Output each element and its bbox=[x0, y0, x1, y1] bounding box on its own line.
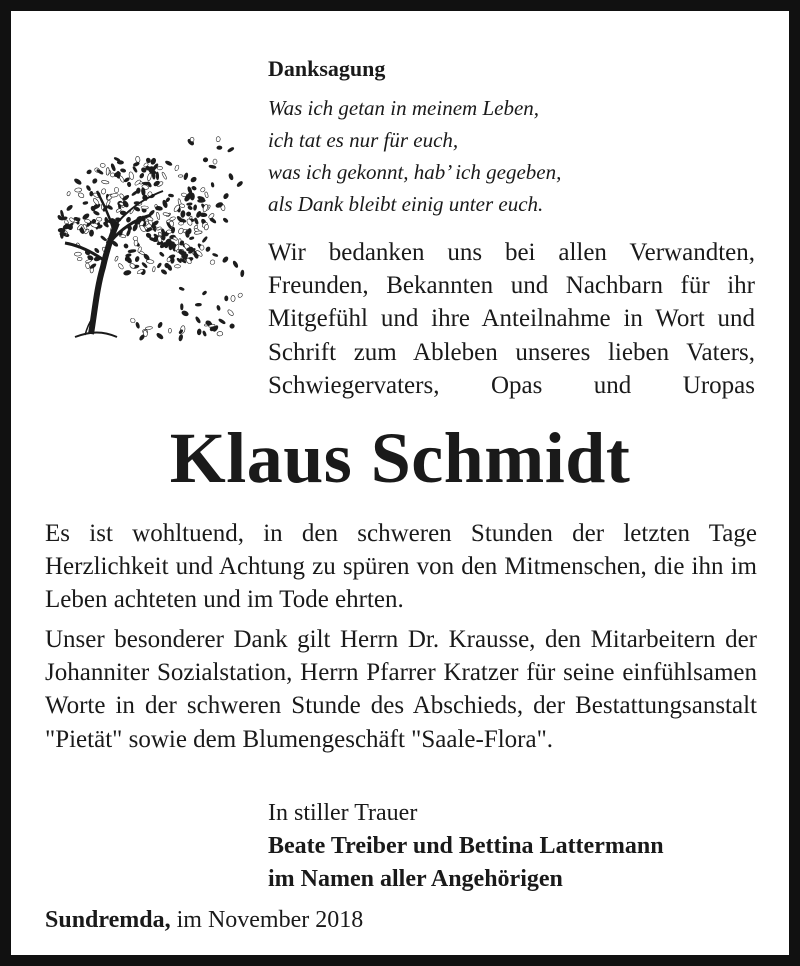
leaf bbox=[229, 323, 235, 329]
leaf bbox=[145, 326, 152, 329]
leaf bbox=[86, 169, 92, 175]
leaf bbox=[178, 334, 183, 341]
leaf bbox=[190, 137, 194, 142]
leaf bbox=[159, 252, 165, 257]
leaf bbox=[217, 146, 222, 150]
leaf bbox=[77, 257, 82, 261]
leaf bbox=[205, 246, 211, 252]
leaf bbox=[189, 236, 194, 240]
leaf bbox=[123, 243, 129, 249]
leaf bbox=[180, 210, 185, 217]
leaf bbox=[157, 262, 162, 268]
date: im November 2018 bbox=[176, 907, 364, 933]
leaf bbox=[188, 228, 192, 234]
leaf bbox=[132, 166, 137, 173]
poem-line: Was ich getan in meinem Leben, bbox=[268, 96, 540, 120]
leaf bbox=[60, 233, 67, 236]
leaf bbox=[216, 136, 221, 141]
leaf bbox=[208, 213, 215, 220]
leaf bbox=[83, 201, 88, 205]
leaf bbox=[227, 309, 235, 317]
leaf bbox=[106, 168, 109, 176]
leaf bbox=[200, 245, 205, 251]
leaf bbox=[178, 175, 183, 178]
signature-behalf: im Namen aller Angehörigen bbox=[268, 866, 563, 892]
leaf bbox=[191, 186, 197, 191]
leaf bbox=[89, 230, 94, 237]
leaf bbox=[190, 176, 197, 183]
leaf bbox=[209, 165, 217, 169]
leaf bbox=[216, 305, 220, 311]
leaf bbox=[141, 206, 148, 209]
leaf bbox=[174, 165, 179, 172]
poem-line: ich tat es nur für euch, bbox=[268, 128, 459, 152]
leaf bbox=[77, 192, 84, 199]
leaf bbox=[228, 173, 234, 180]
leaf bbox=[156, 226, 162, 230]
leaf bbox=[217, 331, 223, 336]
leaf bbox=[163, 212, 170, 216]
leaf bbox=[174, 265, 180, 268]
leaf bbox=[123, 270, 131, 276]
leaf bbox=[126, 217, 131, 223]
leaf bbox=[74, 178, 83, 186]
thanks-paragraph: Wir bedanken uns bei allen Verwandten, Freunden, Bekannten und Nachbarn für ihr Mitgefühl und ihre Anteilnahme in Wort und Schrift zum Ableben unseres lieben Vaters, Schwiegervaters, Opas und Uropas bbox=[268, 239, 755, 399]
leaf bbox=[223, 193, 230, 200]
leaf bbox=[197, 329, 201, 335]
leaf bbox=[117, 263, 124, 270]
leaf bbox=[139, 173, 145, 179]
signature-intro: In stiller Trauer bbox=[268, 800, 418, 826]
paragraph-special-thanks: Unser besonderer Dank gilt Herrn Dr. Krausse, den Mitarbeitern der Johanniter Sozialstation, Herrn Pfarrer Kratzer für seine einfühlsamen Worte in der schweren Stunde des Abschieds, der Bestattungsanstalt "Pietät" sowie dem Blumengeschäft "Saale-Flora". bbox=[45, 626, 757, 753]
place-date bbox=[45, 905, 363, 935]
poem bbox=[268, 92, 788, 220]
leaf bbox=[101, 180, 109, 184]
leaf bbox=[183, 172, 188, 180]
leaf bbox=[135, 256, 140, 262]
leaf bbox=[114, 256, 118, 262]
poem-line: was ich gekonnt, hab’ ich gegeben, bbox=[268, 160, 562, 184]
leaf bbox=[222, 256, 229, 263]
leaf bbox=[94, 248, 100, 254]
leaf bbox=[173, 236, 178, 240]
leaf bbox=[152, 266, 155, 272]
leaf bbox=[110, 163, 116, 171]
leaf bbox=[135, 322, 140, 329]
place: Sundremda, bbox=[45, 907, 171, 933]
leaf bbox=[101, 188, 107, 194]
leaf bbox=[179, 287, 185, 291]
leaf bbox=[157, 322, 163, 329]
leaf bbox=[147, 173, 152, 181]
leaf bbox=[199, 213, 207, 217]
leaf bbox=[156, 172, 159, 180]
leaf bbox=[66, 204, 73, 211]
leaf bbox=[181, 310, 189, 317]
leaf bbox=[212, 253, 218, 257]
leaf bbox=[100, 163, 105, 167]
deceased-name: Klaus Schmidt bbox=[169, 418, 631, 498]
leaf bbox=[195, 316, 201, 324]
signature-block bbox=[268, 797, 778, 896]
leaf bbox=[193, 204, 197, 210]
leaf bbox=[126, 229, 131, 236]
leaf bbox=[92, 197, 100, 205]
leaf bbox=[128, 249, 136, 253]
leaf bbox=[186, 203, 192, 206]
leaf bbox=[237, 292, 243, 298]
leaf bbox=[218, 318, 226, 324]
heading: Danksagung bbox=[268, 56, 386, 81]
signature-names: Beate Treiber und Bettina Lattermann bbox=[268, 833, 664, 859]
leaf bbox=[119, 175, 125, 183]
leaf bbox=[75, 188, 82, 193]
leaf bbox=[90, 191, 93, 196]
leaf bbox=[225, 296, 228, 301]
leaf bbox=[96, 217, 102, 222]
leaf bbox=[156, 212, 160, 220]
leaf bbox=[200, 187, 206, 193]
leaf bbox=[213, 159, 217, 164]
poem-line: als Dank bleibt einig unter euch. bbox=[268, 192, 544, 216]
leaf bbox=[223, 217, 229, 223]
leaf bbox=[93, 210, 100, 215]
leaf bbox=[92, 178, 98, 184]
leaf bbox=[232, 260, 239, 268]
leaf bbox=[161, 172, 167, 180]
leaf bbox=[194, 218, 199, 225]
leaf bbox=[236, 181, 243, 188]
leaf bbox=[132, 223, 138, 231]
windblown-tree-icon bbox=[51, 119, 251, 349]
leaf bbox=[197, 199, 205, 203]
leaf bbox=[211, 182, 214, 187]
leaf bbox=[134, 179, 141, 186]
leaf bbox=[195, 303, 201, 306]
leaf bbox=[66, 191, 70, 196]
leaf bbox=[133, 236, 138, 240]
leaf bbox=[180, 304, 183, 310]
leaf bbox=[150, 157, 157, 165]
leaf bbox=[127, 182, 131, 187]
leaf bbox=[165, 160, 173, 166]
leaf bbox=[146, 259, 154, 264]
leaf bbox=[100, 235, 107, 241]
leaf bbox=[187, 205, 193, 210]
leaf bbox=[146, 157, 152, 163]
leaf bbox=[85, 263, 90, 270]
leaf bbox=[227, 147, 234, 153]
leaf bbox=[169, 216, 176, 221]
leaf bbox=[168, 328, 171, 333]
leaf bbox=[114, 187, 119, 193]
leaf bbox=[168, 194, 174, 198]
leaf bbox=[202, 236, 208, 243]
leaf bbox=[161, 233, 165, 240]
leaf bbox=[209, 259, 215, 266]
leaf bbox=[202, 331, 207, 337]
leaf bbox=[240, 270, 244, 277]
leaf bbox=[120, 168, 126, 172]
leaf bbox=[157, 166, 162, 170]
leaf bbox=[86, 185, 92, 191]
paragraph-kindness: Es ist wohltuend, in den schweren Stunden der letzten Tage Herzlichkeit und Achtung zu spüren von den Mitmenschen, die ihn im Leben achteten und im Tode ehrten. bbox=[45, 520, 757, 614]
leaf bbox=[117, 160, 124, 164]
leaf bbox=[141, 262, 148, 269]
leaf bbox=[125, 256, 129, 261]
leaf bbox=[84, 219, 91, 224]
leaf bbox=[167, 230, 172, 234]
leaf bbox=[231, 295, 235, 301]
leaf bbox=[203, 157, 208, 162]
leaf bbox=[130, 317, 136, 323]
leaf bbox=[135, 156, 140, 163]
leaf bbox=[202, 290, 207, 295]
leaf bbox=[204, 192, 208, 198]
leaf bbox=[186, 211, 191, 216]
leaf bbox=[124, 177, 131, 183]
leaf bbox=[74, 252, 81, 256]
leaf bbox=[156, 332, 164, 340]
leaf bbox=[160, 269, 167, 275]
